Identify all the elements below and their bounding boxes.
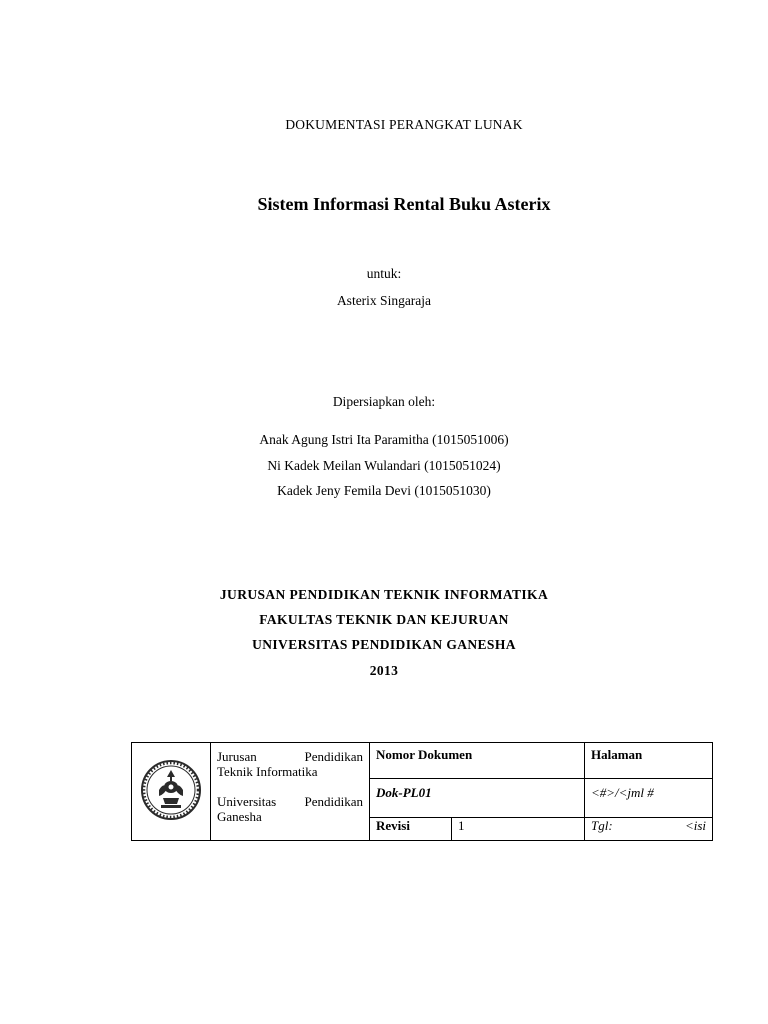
author-3: Kadek Jeny Femila Devi (1015051030): [277, 483, 491, 498]
doc-number-label: Nomor Dokumen: [370, 743, 585, 779]
department-name: JURUSAN PENDIDIKAN TEKNIK INFORMATIKA: [219, 587, 549, 602]
date-value: <isi: [684, 818, 706, 833]
university-seal-icon: [139, 758, 203, 822]
document-control-table: [131, 742, 713, 841]
prepared-by-label: Dipersiapkan oleh:: [332, 394, 436, 409]
logo-cell: [132, 743, 211, 841]
university-line: [217, 794, 363, 809]
dept-word-1: Jurusan: [217, 749, 257, 764]
faculty-name: FAKULTAS TEKNIK DAN KEJURUAN: [259, 612, 509, 627]
for-label: untuk:: [366, 266, 402, 281]
client-name: Asterix Singaraja: [336, 293, 432, 308]
year: 2013: [369, 663, 399, 678]
author-1: Anak Agung Istri Ita Paramitha (1015051006): [259, 432, 509, 447]
document-title: Sistem Informasi Rental Buku Asterix: [257, 194, 551, 214]
date-label: Tgl:: [591, 818, 613, 833]
date-cell: [585, 818, 713, 841]
page-value: <#>/<jml #: [585, 779, 713, 818]
department-line: [217, 749, 363, 764]
university-name: UNIVERSITAS PENDIDIKAN GANESHA: [252, 637, 516, 652]
page-label: Halaman: [585, 743, 713, 779]
revision-label: Revisi: [370, 818, 452, 841]
univ-line-2: Ganesha: [217, 809, 262, 824]
author-2: Ni Kadek Meilan Wulandari (1015051024): [267, 458, 501, 473]
dept-word-2: Pendidikan: [304, 749, 363, 764]
univ-word-1: Universitas: [217, 794, 277, 809]
univ-word-2: Pendidikan: [304, 794, 363, 809]
revision-value: 1: [452, 818, 585, 841]
document-type-heading: DOKUMENTASI PERANGKAT LUNAK: [285, 117, 523, 132]
doc-number-value: Dok-PL01: [370, 779, 585, 818]
institution-cell: [211, 743, 370, 841]
dept-line-2: Teknik Informatika: [217, 764, 318, 779]
